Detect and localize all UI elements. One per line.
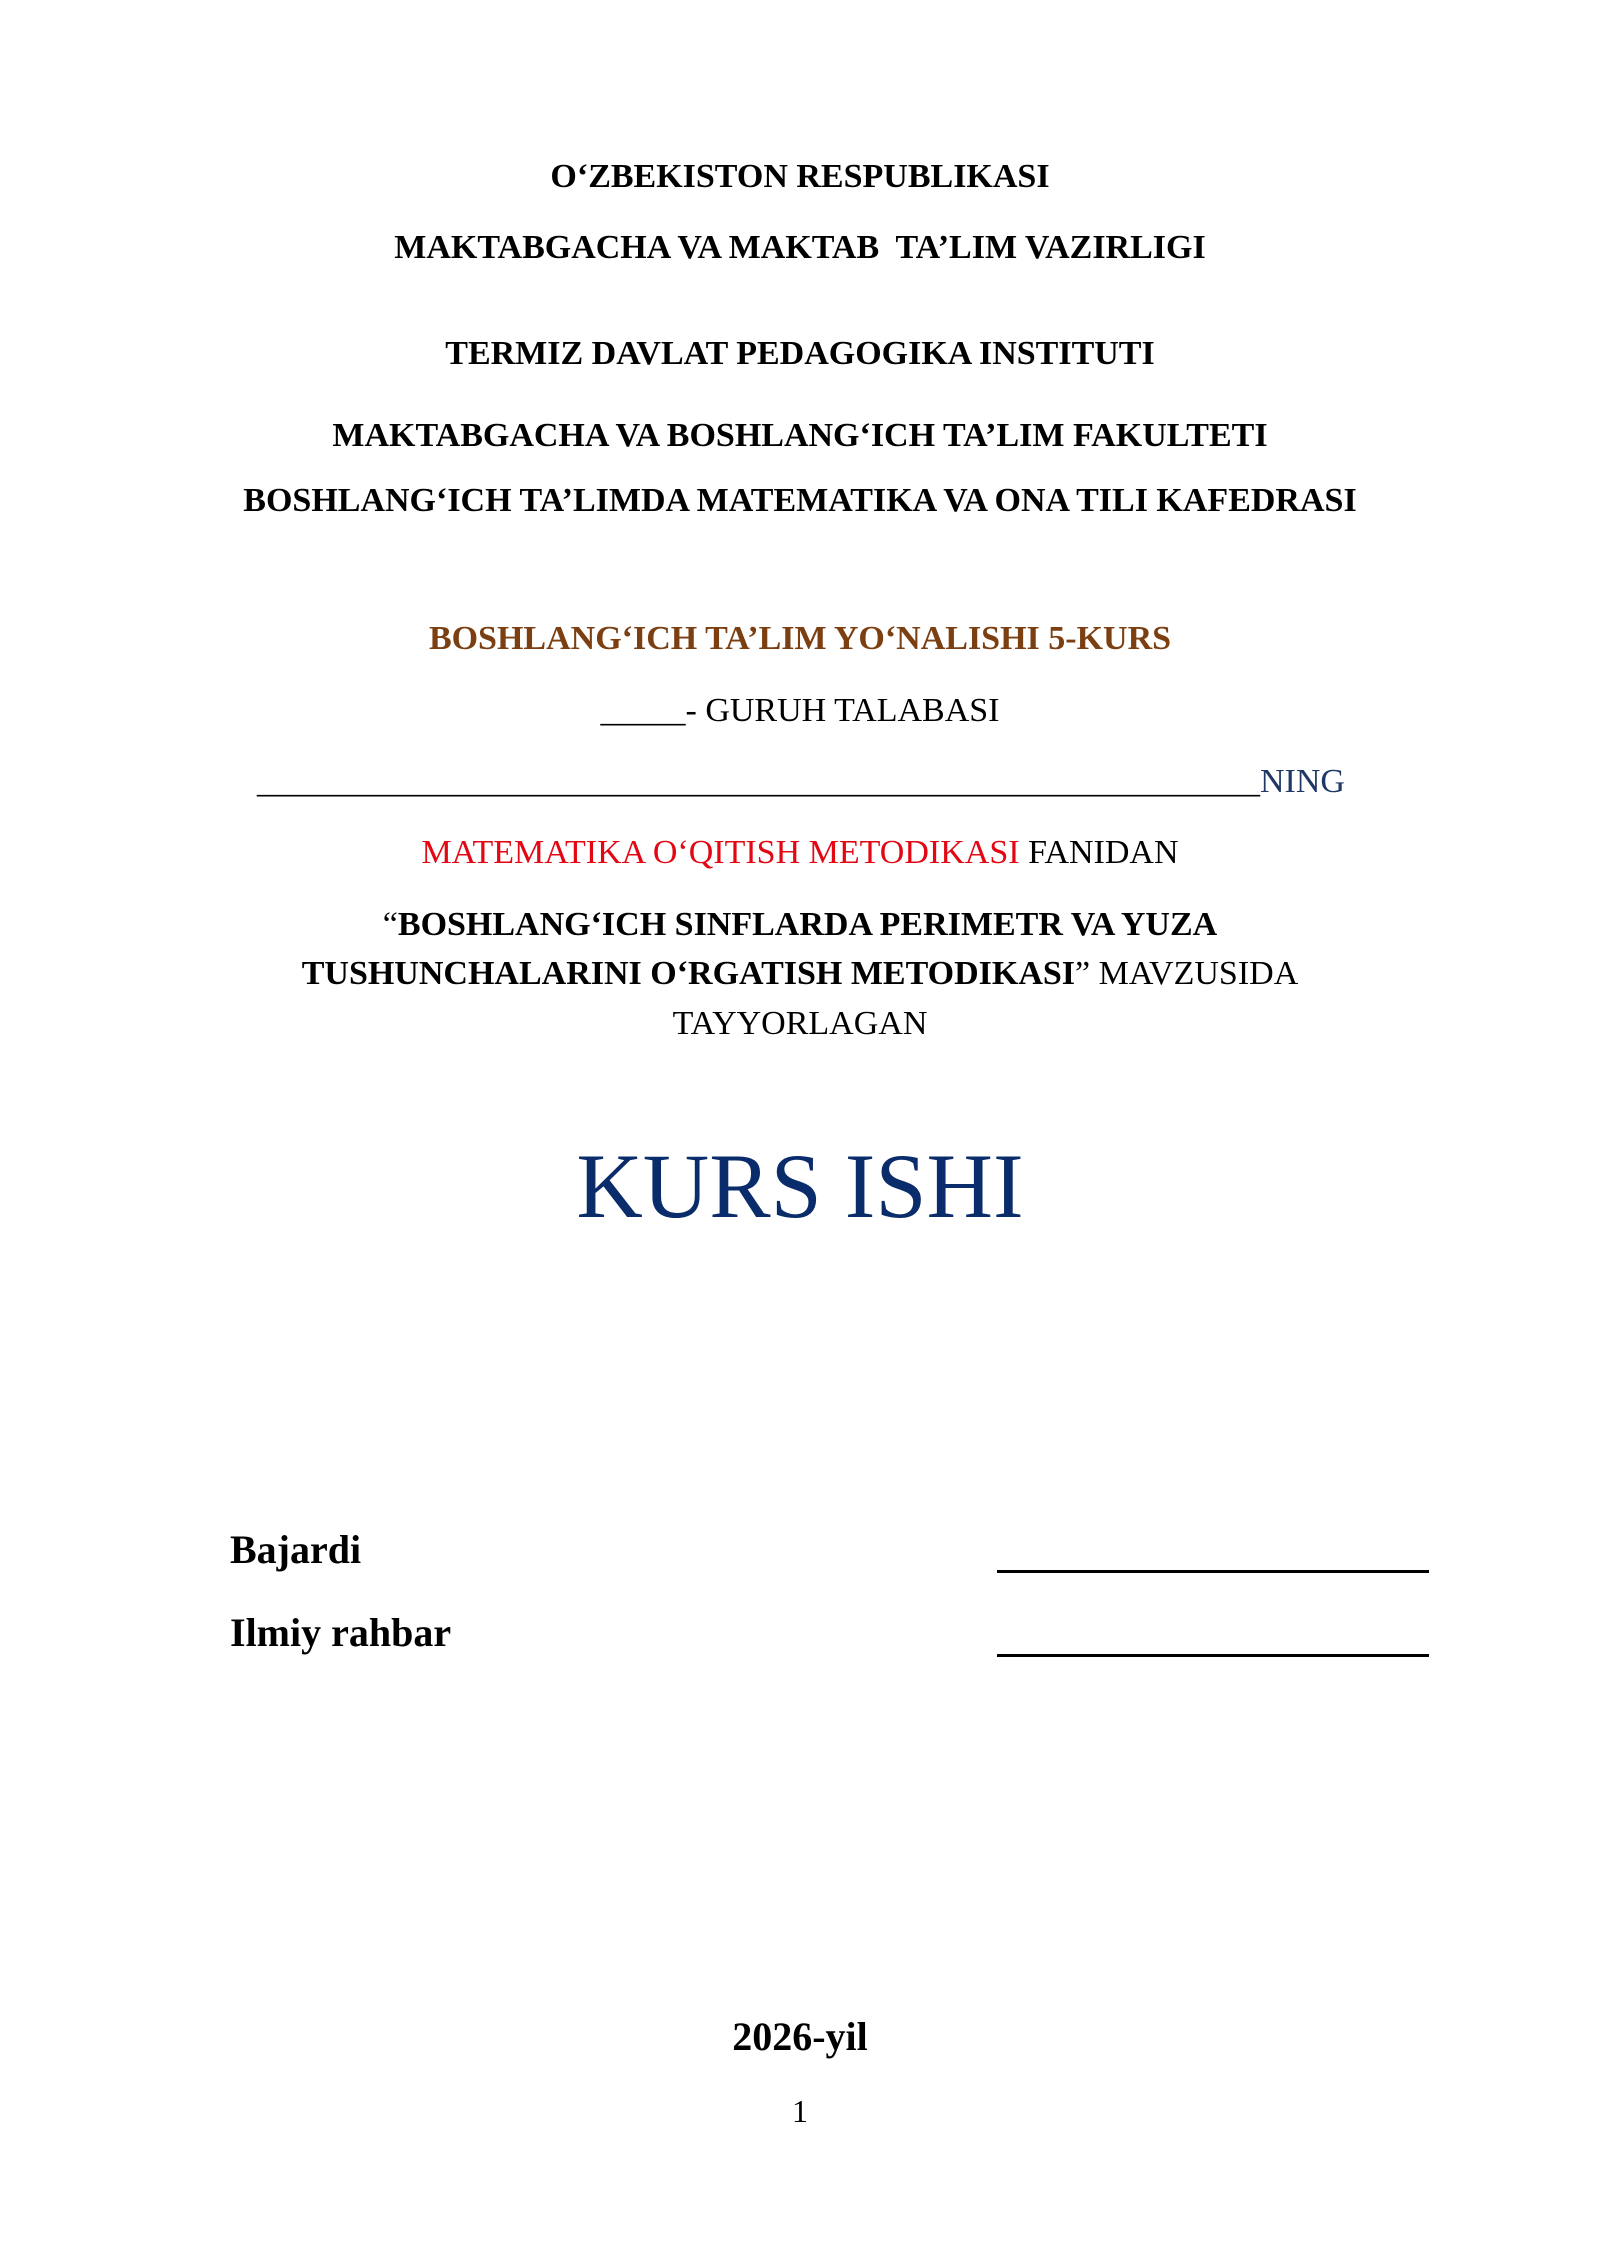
topic-line-3: TAYYORLAGAN	[672, 1005, 928, 1042]
header-faculty: MAKTABGACHA VA BOSHLANG‘ICH TA’LIM FAKULTETI	[332, 417, 1268, 454]
topic-title-part-1: BOSHLANG‘ICH SINFLARDA PERIMETR VA YUZA	[397, 906, 1218, 943]
header-ministry: MAKTABGACHA VA MAKTAB TA’LIM VAZIRLIGI	[394, 229, 1206, 266]
topic-close-quote: ”	[1075, 955, 1091, 992]
student-name-suffix: NING	[1260, 763, 1345, 800]
signature-label-performed-by: Bajardi	[230, 1527, 362, 1572]
topic-suffix: MAVZUSIDA	[1090, 955, 1299, 992]
student-direction: BOSHLANG‘ICH TA’LIM YO‘NALISHI 5-KURS	[428, 620, 1172, 657]
subject-name: MATEMATIKA O‘QITISH METODIKASI	[421, 834, 1020, 871]
document-year: 2026-yil	[732, 2014, 868, 2059]
student-group-line: _____- GURUH TALABASI	[600, 692, 1000, 729]
page-number: 1	[792, 2093, 808, 2129]
topic-line-2	[0, 957, 1600, 991]
signature-line-supervisor	[997, 1654, 1429, 1657]
topic-title-part-2: TUSHUNCHALARINI O‘RGATISH METODIKASI	[301, 955, 1076, 992]
signature-label-supervisor: Ilmiy rahbar	[230, 1610, 452, 1655]
subject-suffix: FANIDAN	[1019, 834, 1179, 871]
student-name-line	[257, 765, 1457, 799]
topic-line-1	[0, 908, 1600, 942]
signature-line-performed-by	[997, 1570, 1429, 1573]
student-name-blank: ___________________________________________________________	[257, 763, 1260, 800]
header-country: O‘ZBEKISTON RESPUBLIKASI	[550, 158, 1050, 195]
subject-line	[0, 836, 1600, 870]
header-institute: TERMIZ DAVLAT PEDAGOGIKA INSTITUTI	[445, 335, 1155, 372]
header-department: BOSHLANG‘ICH TA’LIMDA MATEMATIKA VA ONA TILI KAFEDRASI	[243, 482, 1357, 519]
document-title: KURS ISHI	[576, 1135, 1024, 1237]
topic-open-quote: “	[382, 906, 398, 943]
